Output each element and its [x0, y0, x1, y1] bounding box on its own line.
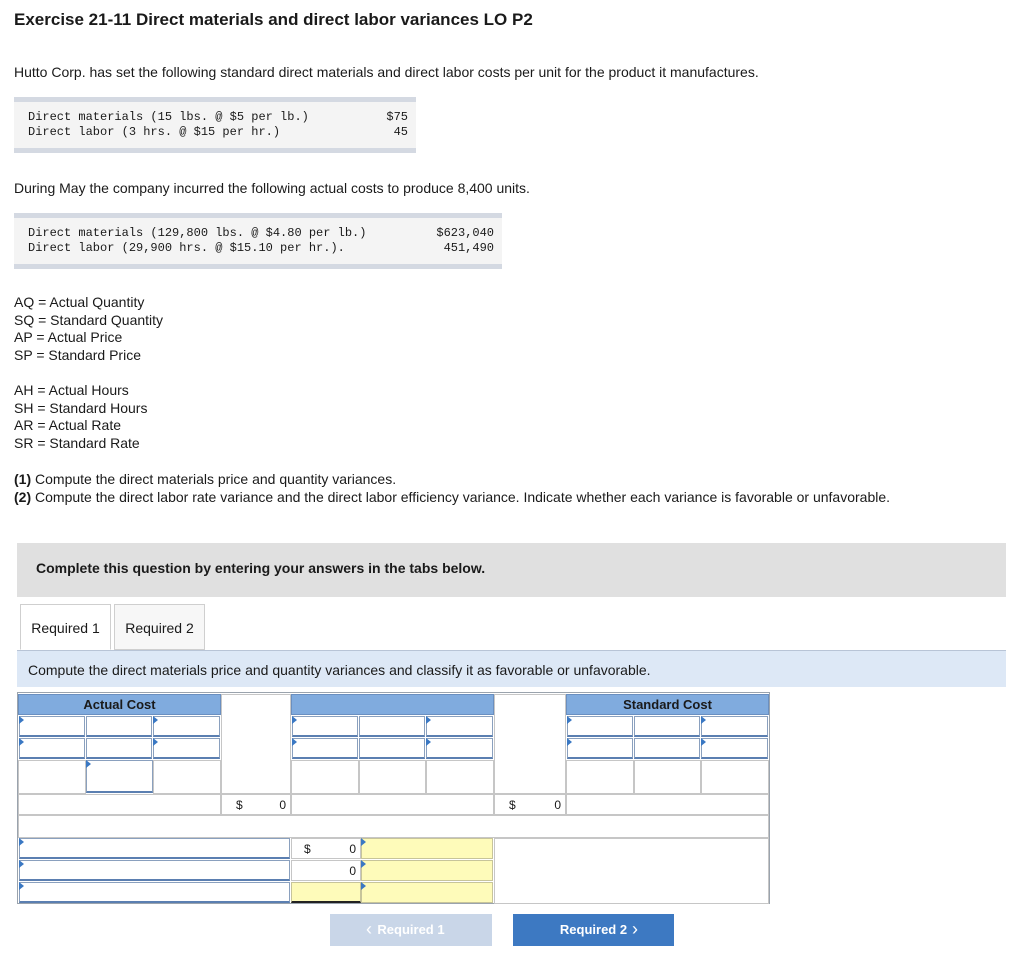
definition: SR = Standard Rate: [14, 434, 140, 451]
blank-cell: [494, 838, 769, 904]
middle-quantity-input[interactable]: [292, 738, 358, 759]
actual-cost-table: [14, 213, 502, 269]
currency-symbol: $: [236, 798, 243, 812]
actual-cost-header: Actual Cost: [18, 694, 221, 715]
middle-header: [291, 694, 494, 715]
blank-cell: [426, 760, 494, 794]
quantity-variance-label-input[interactable]: [19, 860, 290, 881]
definitions-materials: [14, 294, 163, 364]
actual-x-input[interactable]: [86, 716, 152, 737]
definition: SP = Standard Price: [14, 346, 141, 363]
req1-text: Compute the direct materials price and quantity variances.: [31, 471, 397, 487]
row-value: 45: [393, 125, 408, 139]
middle-price-label-input[interactable]: [426, 716, 493, 737]
total-actual-cell: [221, 794, 291, 815]
blank-cell: [153, 760, 221, 794]
instructions: [14, 471, 914, 506]
total-variance-type-select[interactable]: [361, 882, 493, 903]
instruction-banner: [17, 543, 1006, 597]
quantity-variance-cell: [291, 860, 361, 881]
standard-cost-header: Standard Cost: [566, 694, 769, 715]
standard-price-input[interactable]: [701, 738, 768, 759]
row-value: $623,040: [436, 226, 494, 240]
standard-price-label-input[interactable]: [701, 716, 768, 737]
row-label: Direct materials (129,800 lbs. @ $4.80 per lb.): [28, 226, 367, 240]
row-value: $75: [386, 110, 408, 124]
definitions-labor: [14, 382, 147, 452]
standard-quantity-input[interactable]: [567, 738, 633, 759]
total-variance-label-input[interactable]: [19, 882, 290, 903]
blank-cell: [566, 794, 769, 815]
previous-label: Required 1: [377, 922, 445, 937]
price-variance-value: 0: [349, 842, 356, 856]
spacer-cell: [221, 694, 291, 794]
actual-price-label-input[interactable]: [153, 716, 220, 737]
blank-cell: [18, 794, 221, 815]
next-label: Required 2: [559, 922, 628, 937]
standard-x-input[interactable]: [634, 716, 700, 737]
banner-text: Complete this question by entering your answers in the tabs below.: [36, 560, 486, 576]
table-row: [14, 226, 502, 241]
definition: SQ = Standard Quantity: [14, 311, 164, 328]
intro-text: Hutto Corp. has set the following standard direct materials and direct labor costs per unit for the product it manufactures.: [14, 64, 759, 80]
page-title: Exercise 21-11 Direct materials and direct labor variances LO P2: [14, 10, 533, 29]
task-instruction-bar: [17, 651, 1006, 687]
currency-symbol: $: [509, 798, 516, 812]
blank-cell: [566, 760, 634, 794]
row-label: Direct labor (29,900 hrs. @ $15.10 per hr.).: [28, 241, 345, 255]
blank-cell: [291, 760, 359, 794]
total-variance-cell: [291, 882, 361, 903]
middle-x-input-2[interactable]: [359, 738, 425, 759]
row-label: Direct labor (3 hrs. @ $15 per hr.): [28, 125, 281, 139]
req2-text: Compute the direct labor rate variance and the direct labor efficiency variance. Indicate whether each variance is favorable or unfavorable.: [31, 488, 891, 505]
price-variance-cell: [291, 838, 361, 859]
middle-price-input[interactable]: [426, 738, 493, 759]
blank-cell: [634, 760, 701, 794]
standard-x-input-2[interactable]: [634, 738, 700, 759]
table-row: [14, 125, 416, 140]
task-text: Compute the direct materials price and quantity variances and classify it as favorable or unfavorable.: [28, 662, 651, 678]
blank-cell: [701, 760, 769, 794]
total-standard-value: 0: [554, 798, 561, 812]
tab-required-1[interactable]: Required 1: [20, 604, 111, 650]
actual-x-input-2[interactable]: [86, 738, 152, 759]
price-variance-label-input[interactable]: [19, 838, 290, 859]
blank-cell: [359, 760, 426, 794]
row-label: Direct materials (15 lbs. @ $5 per lb.): [28, 110, 309, 124]
quantity-variance-type-select[interactable]: [361, 860, 493, 881]
table-row: [14, 241, 502, 256]
middle-x-input[interactable]: [359, 716, 425, 737]
chevron-left-icon: ‹: [366, 919, 372, 939]
standard-quantity-label-input[interactable]: [567, 716, 633, 737]
total-actual-value: 0: [279, 798, 286, 812]
req1-number: (1): [14, 471, 32, 487]
actual-quantity-label-input[interactable]: [19, 716, 85, 737]
spacer-cell: [494, 694, 566, 794]
standard-cost-table: [14, 97, 416, 153]
definition: AP = Actual Price: [14, 329, 123, 346]
row-value: 451,490: [443, 241, 494, 255]
quantity-variance-value: 0: [349, 864, 356, 878]
actual-price-input[interactable]: [153, 738, 220, 759]
definition: AH = Actual Hours: [14, 382, 129, 398]
blank-row: [18, 815, 769, 838]
next-button[interactable]: [513, 914, 674, 946]
actual-intro-text: During May the company incurred the following actual costs to produce 8,400 units.: [14, 180, 530, 196]
currency-symbol: $: [304, 842, 311, 856]
chevron-right-icon: ›: [632, 919, 638, 939]
actual-sub-input[interactable]: [86, 760, 153, 793]
definition: AQ = Actual Quantity: [14, 294, 145, 310]
previous-button[interactable]: [330, 914, 492, 946]
price-variance-type-select[interactable]: [361, 838, 493, 859]
middle-quantity-label-input[interactable]: [292, 716, 358, 737]
tab-required-2[interactable]: Required 2: [114, 604, 205, 650]
blank-cell: [18, 760, 86, 794]
total-standard-cell: [494, 794, 566, 815]
actual-quantity-input[interactable]: [19, 738, 85, 759]
blank-cell: [291, 794, 494, 815]
definition: SH = Standard Hours: [14, 399, 148, 416]
req2-number: (2): [14, 488, 32, 505]
table-row: [14, 110, 416, 125]
definition: AR = Actual Rate: [14, 417, 122, 434]
